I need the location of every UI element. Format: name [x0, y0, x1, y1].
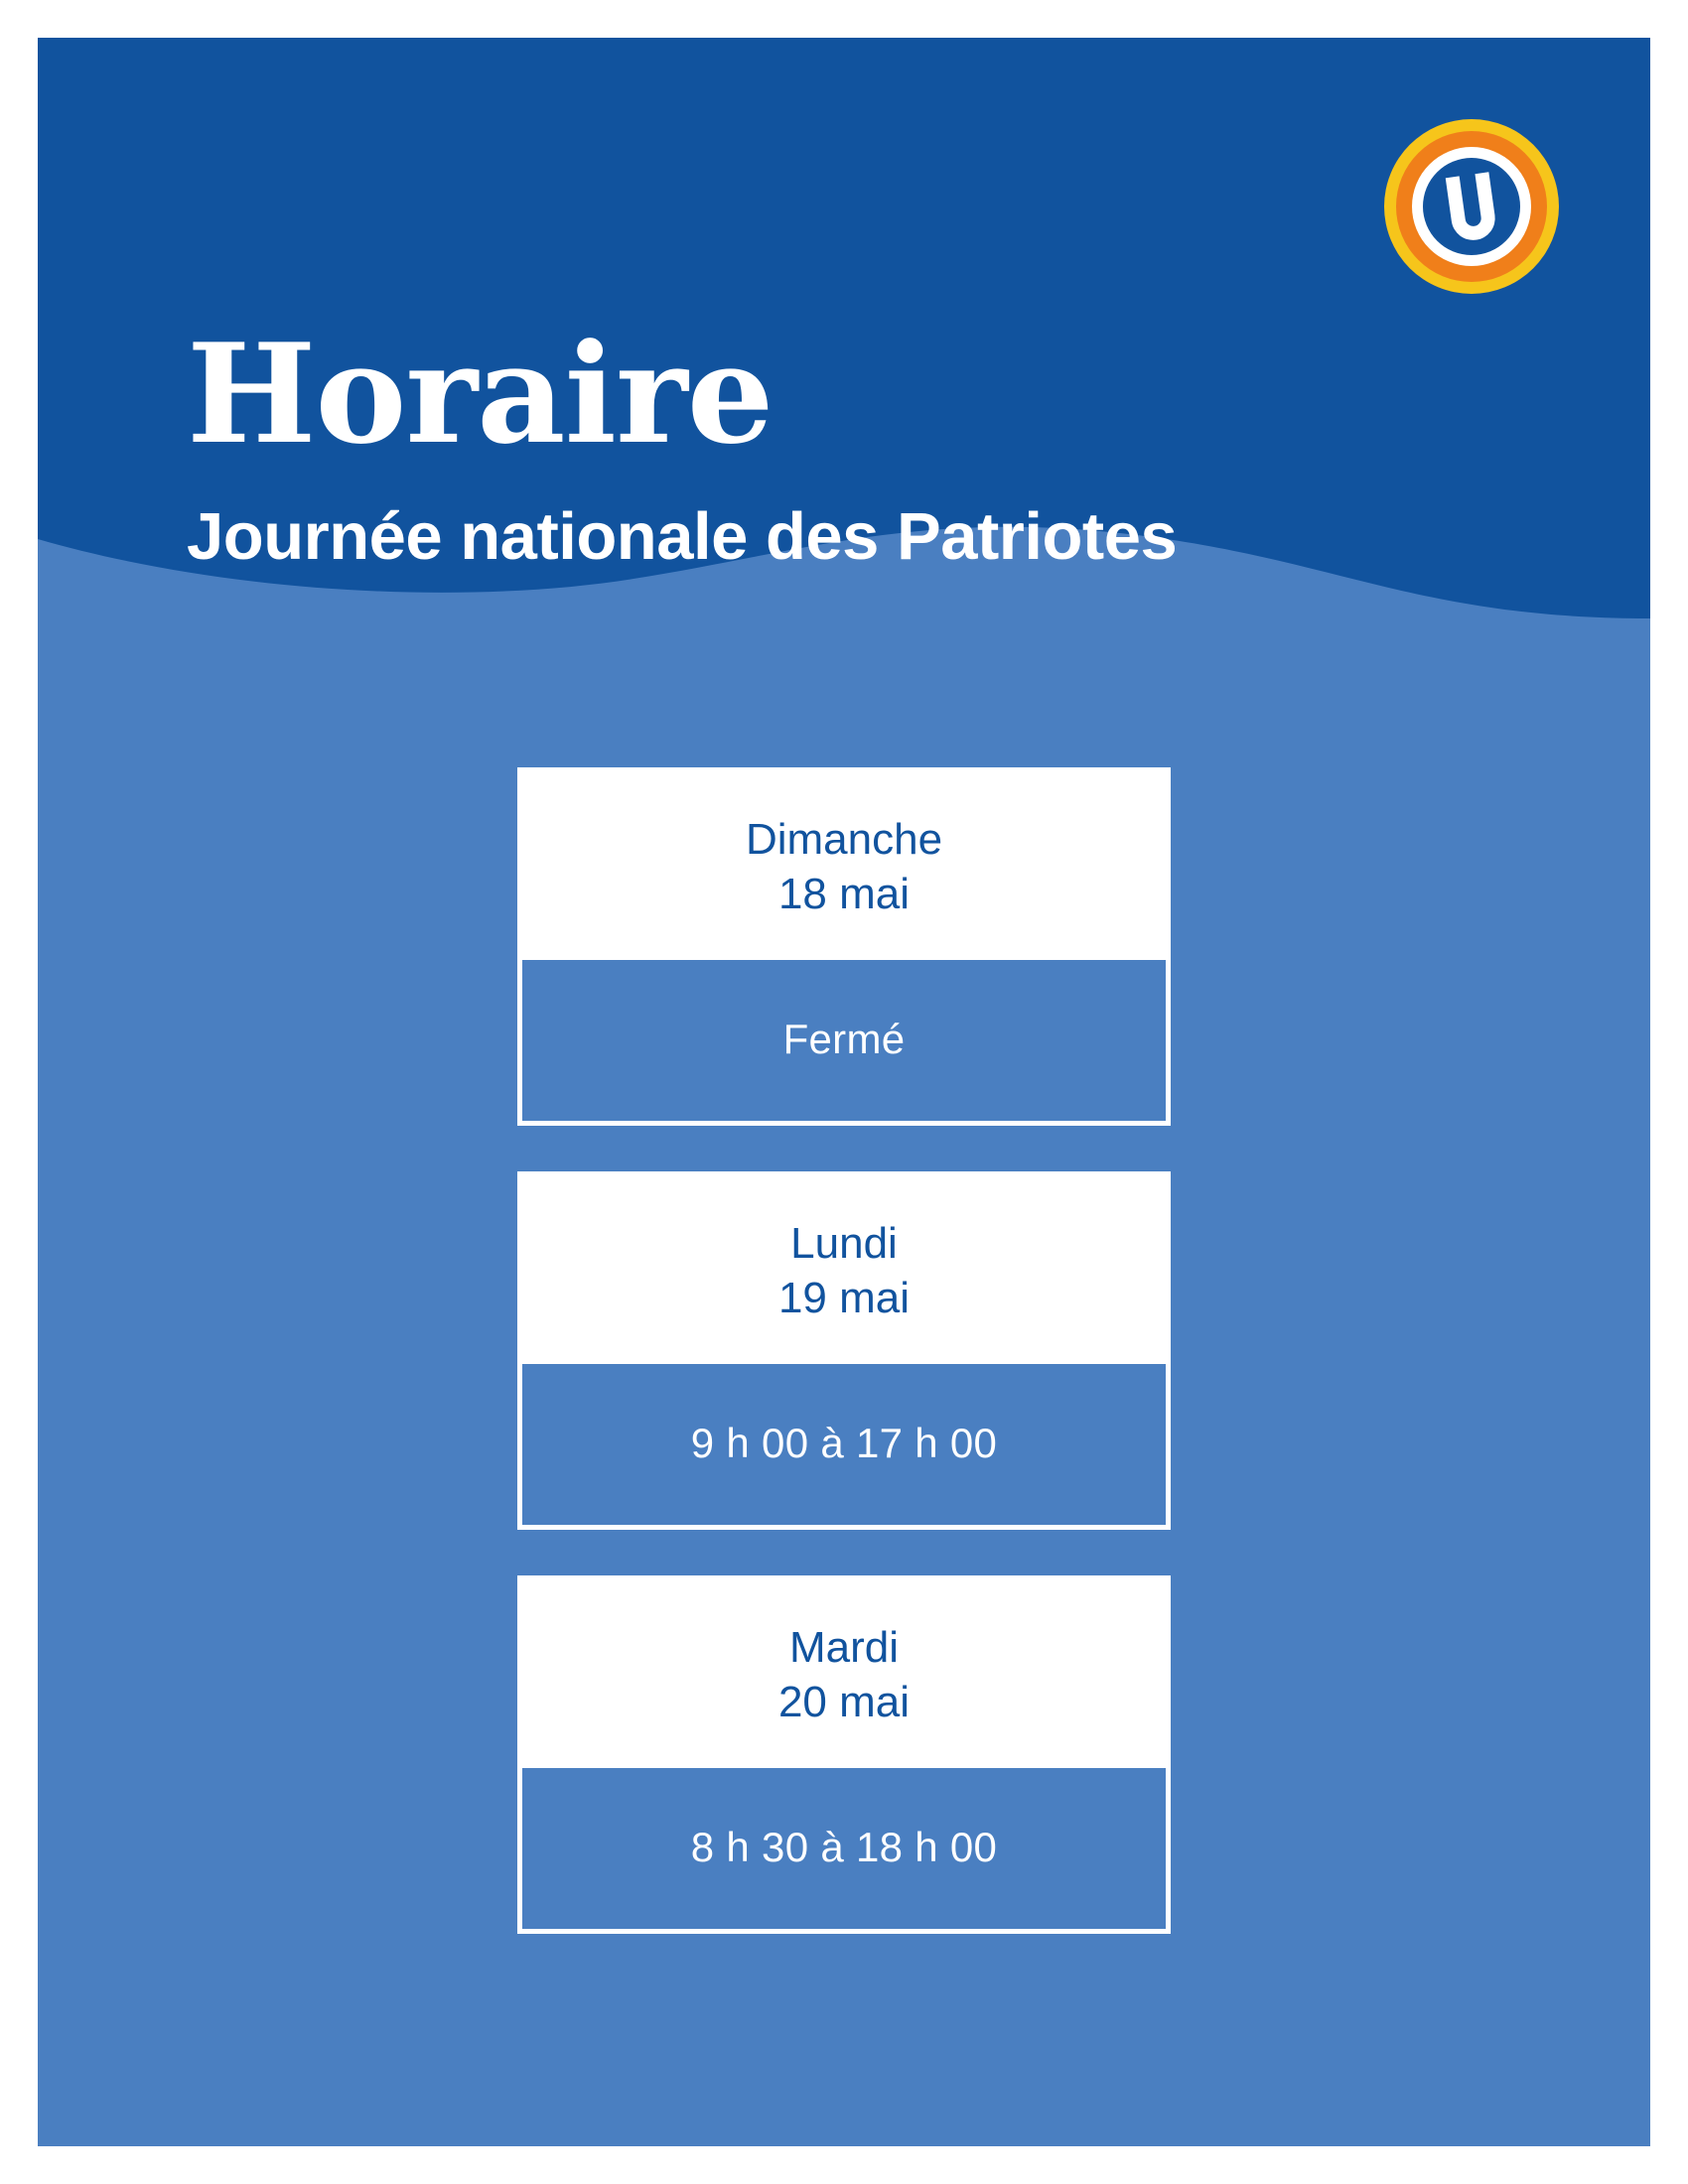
schedule-day-card	[517, 1575, 1171, 1934]
day-header	[522, 1176, 1166, 1364]
day-header	[522, 772, 1166, 960]
university-logo	[1380, 115, 1563, 298]
day-date: 20 mai	[777, 1678, 911, 1727]
day-hours: 8 h 30 à 18 h 00	[522, 1768, 1166, 1929]
page-subtitle: Journée nationale des Patriotes	[187, 499, 1178, 574]
day-name: Mardi	[788, 1622, 900, 1672]
day-hours: 9 h 00 à 17 h 00	[522, 1364, 1166, 1525]
schedule-list	[38, 767, 1650, 1934]
day-name: Lundi	[790, 1218, 898, 1268]
page-title: Horaire	[187, 313, 774, 475]
poster-header	[38, 38, 1650, 822]
day-header	[522, 1580, 1166, 1768]
title-block	[187, 313, 1497, 574]
day-hours: Fermé	[522, 960, 1166, 1121]
day-date: 19 mai	[777, 1274, 911, 1323]
poster	[38, 38, 1650, 2146]
day-date: 18 mai	[777, 870, 911, 919]
schedule-day-card	[517, 767, 1171, 1126]
schedule-day-card	[517, 1171, 1171, 1530]
day-name: Dimanche	[745, 815, 943, 864]
